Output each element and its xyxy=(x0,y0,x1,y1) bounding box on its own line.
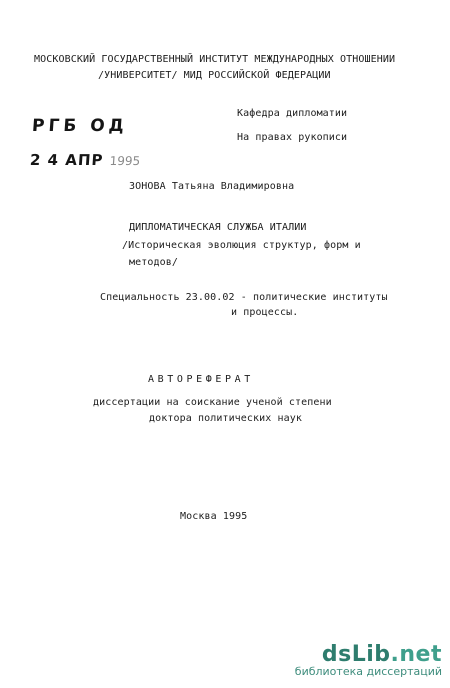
date-stamp-main: 2 4 АПР xyxy=(29,151,111,169)
watermark-site-name xyxy=(295,643,442,667)
title-subtitle-line-1: /Историческая эволюция структур, форм и xyxy=(122,240,361,251)
institute-line-1: МОСКОВСКИЙ ГОСУДАРСТВЕННЫЙ ИНСТИТУТ МЕЖДУНАРОДНЫХ ОТНОШЕНИИ xyxy=(34,54,396,65)
specialty-line-2: и процессы. xyxy=(231,307,299,318)
specialty-line-1: Специальность 23.00.02 - политические институты xyxy=(100,292,388,303)
title-subtitle-line-2: методов/ xyxy=(129,257,178,268)
watermark-tagline: библиотека диссертаций xyxy=(294,665,442,678)
library-stamp: РГБ ОД xyxy=(31,116,129,136)
author-name: ЗОНОВА Татьяна Владимировна xyxy=(129,181,295,192)
watermark-site-part-1: dsLib xyxy=(321,642,391,667)
dissertation-line-1: диссертации на соискание ученой степени xyxy=(93,397,332,408)
place-year: Москва 1995 xyxy=(180,511,248,522)
date-stamp-year: 1995 xyxy=(109,154,141,168)
title-main: ДИПЛОМАТИЧЕСКАЯ СЛУЖБА ИТАЛИИ xyxy=(129,222,307,233)
document-type-heading: АВТОРЕФЕРАТ xyxy=(148,374,254,385)
dissertation-line-2: доктора политических наук xyxy=(149,413,303,424)
dslib-watermark xyxy=(295,643,442,678)
date-stamp xyxy=(29,151,141,169)
institute-line-2: /УНИВЕРСИТЕТ/ МИД РОССИЙСКОЙ ФЕДЕРАЦИИ xyxy=(98,70,331,81)
watermark-site-part-2: .net xyxy=(390,642,442,667)
department-label: Кафедра дипломатии xyxy=(237,108,348,119)
manuscript-note: На правах рукописи xyxy=(237,132,348,143)
